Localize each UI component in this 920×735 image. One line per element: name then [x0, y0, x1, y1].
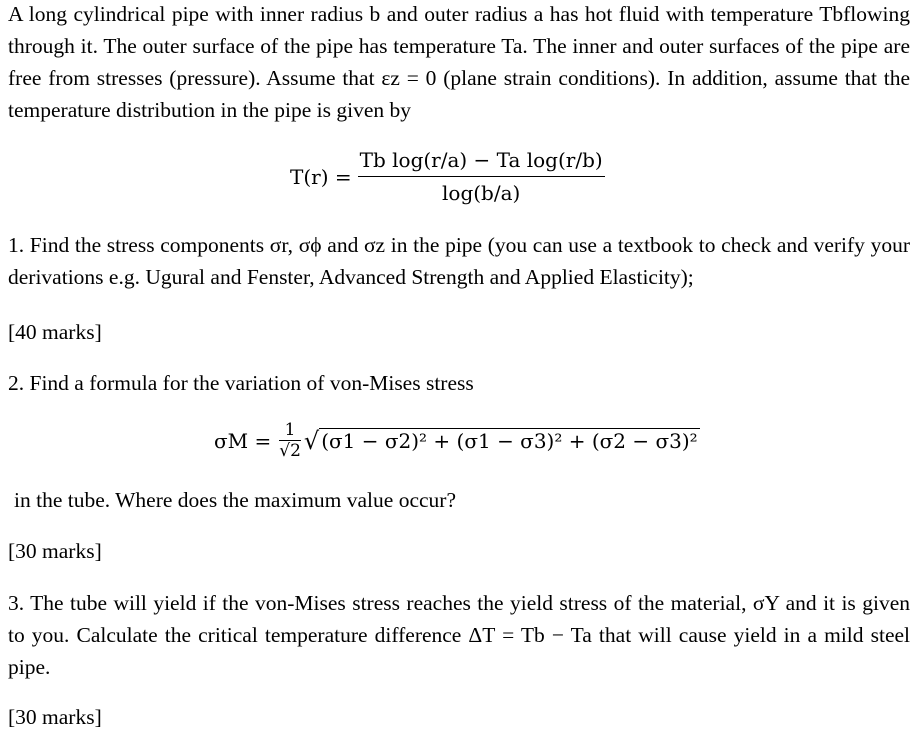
- question-2-marks: [30 marks]: [8, 539, 102, 563]
- von-mises-radicand: (σ1 − σ2)² + (σ1 − σ3)² + (σ2 − σ3)²: [321, 429, 698, 453]
- intro-paragraph: A long cylindrical pipe with inner radius b and outer radius a has hot fluid with temperature Tbflowing through it. The outer surface of the pipe has temperature Ta. The inner and outer surfaces of the pipe are free from stresses (pressure). Assume that εz = 0 (plane strain conditions). In addition, assume that the temperature distribution in the pipe is given by: [8, 2, 910, 122]
- square-root-sign: √: [303, 426, 320, 455]
- question-2-followup: in the tube. Where does the maximum value occur?: [14, 488, 456, 512]
- question-3-marks: [30 marks]: [8, 705, 102, 729]
- question-1-marks: [40 marks]: [8, 320, 102, 344]
- question-2-text: 2. Find a formula for the variation of von-Mises stress: [8, 371, 474, 395]
- von-mises-lhs: σM =: [214, 428, 272, 453]
- coefficient-numerator: 1: [284, 420, 296, 440]
- coefficient-denominator: √2: [279, 441, 301, 461]
- temperature-denominator: log(b/a): [442, 181, 521, 205]
- question-1-text: 1. Find the stress components σr, σϕ and σz in the pipe (you can use a textbook to check and verify your derivations e.g. Ugural and Fenster, Advanced Strength and Applied Elasticity);: [8, 233, 910, 289]
- von-mises-coefficient: [279, 420, 301, 461]
- temperature-fraction: [358, 146, 605, 207]
- question-3-text: 3. The tube will yield if the von-Mises stress reaches the yield stress of the material, σY and it is given to you. Calculate the critical temperature difference ΔT = Tb − Ta that will cause yield in a mild steel pipe.: [8, 591, 910, 679]
- von-mises-equation: [214, 420, 700, 461]
- temperature-numerator: Tb log(r/a) − Ta log(r/b): [359, 148, 603, 172]
- temperature-equation: [290, 146, 605, 207]
- temperature-equation-lhs: T(r) =: [290, 164, 352, 189]
